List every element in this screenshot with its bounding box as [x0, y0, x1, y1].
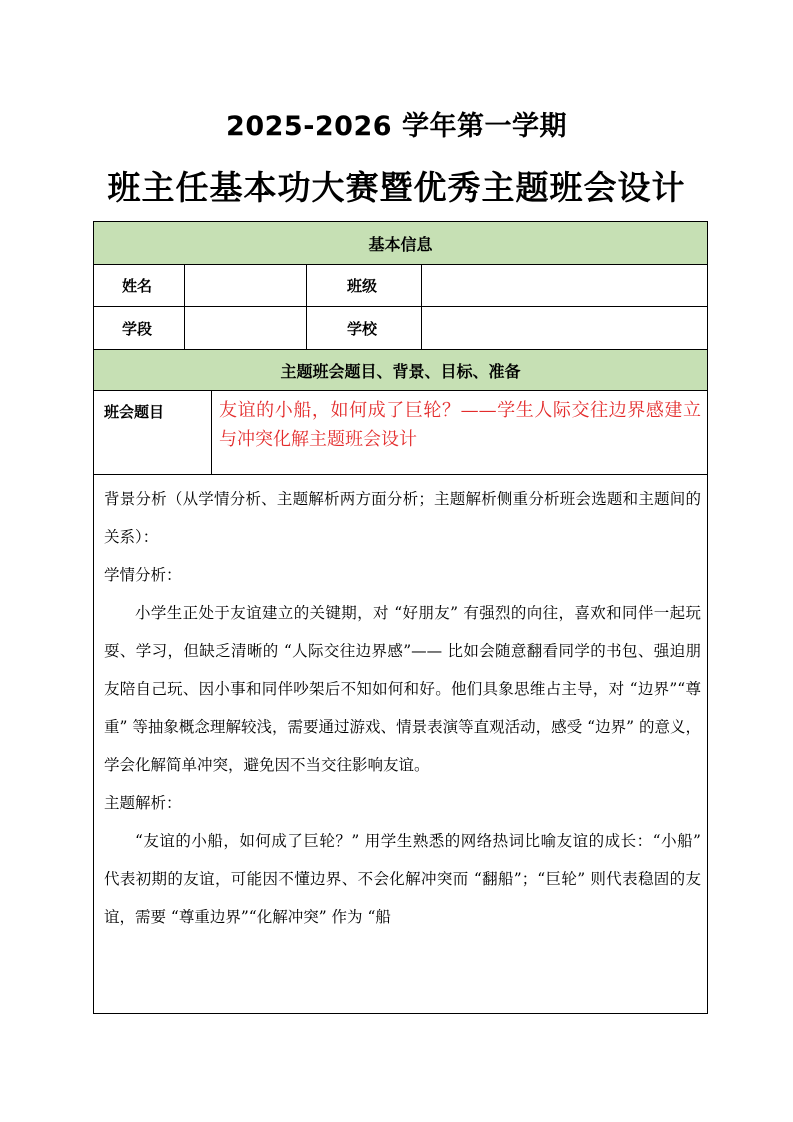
info-table: [93, 221, 708, 1014]
topic-section-header: 主题班会题目、背景、目标、准备: [94, 350, 707, 391]
topic-text: 友谊的小船，如何成了巨轮？——学生人际交往边界感建立与冲突化解主题班会设计: [219, 400, 701, 450]
stage-label: 学段: [94, 307, 185, 349]
stage-value: [185, 307, 307, 349]
theme-analysis-heading: 主题解析：: [104, 794, 182, 812]
student-analysis-text: 小学生正处于友谊建立的关键期，对 “好朋友” 有强烈的向往，喜欢和同伴一起玩耍、学习，但缺乏清晰的 “人际交往边界感”—— 比如会随意翻看同学的书包、强迫朋友陪自己玩、因小事和同伴吵架后不知如何和好。他们具象思维占主导，对 “边界”“尊重” 等抽象概念理解较浅，需要通过游戏、情景表演等直观活动，感受 “边界” 的意义，学会化解简单冲突，避免因不当交往影响友谊。: [104, 604, 701, 774]
background-intro: 背景分析（从学情分析、主题解析两方面分析；主题解析侧重分析班会选题和主题间的关系）：: [104, 490, 701, 546]
background-section: [104, 480, 701, 936]
topic-label: 班会题目: [94, 391, 212, 474]
table-row: [94, 307, 707, 350]
document-title: 班主任基本功大赛暨优秀主题班会设计: [107, 168, 686, 207]
class-label: 班级: [307, 265, 422, 306]
school-label: 学校: [307, 307, 422, 349]
table-row: [94, 265, 707, 307]
class-value: [422, 265, 707, 306]
basic-info-header: 基本信息: [94, 222, 707, 265]
school-value: [422, 307, 707, 349]
theme-analysis-text: “友谊的小船，如何成了巨轮？” 用学生熟悉的网络热词比喻友谊的成长：“小船” 代表初期的友谊，可能因不懂边界、不会化解冲突而 “翻船”；“巨轮” 则代表稳固的友谊，需要 “尊重边界”“化解冲突” 作为 “船: [104, 832, 701, 926]
name-value: [185, 265, 307, 306]
name-label: 姓名: [94, 265, 185, 306]
topic-row: [94, 391, 707, 475]
term-title: 2025-2026 学年第一学期: [226, 111, 567, 142]
student-analysis-heading: 学情分析：: [104, 566, 182, 584]
